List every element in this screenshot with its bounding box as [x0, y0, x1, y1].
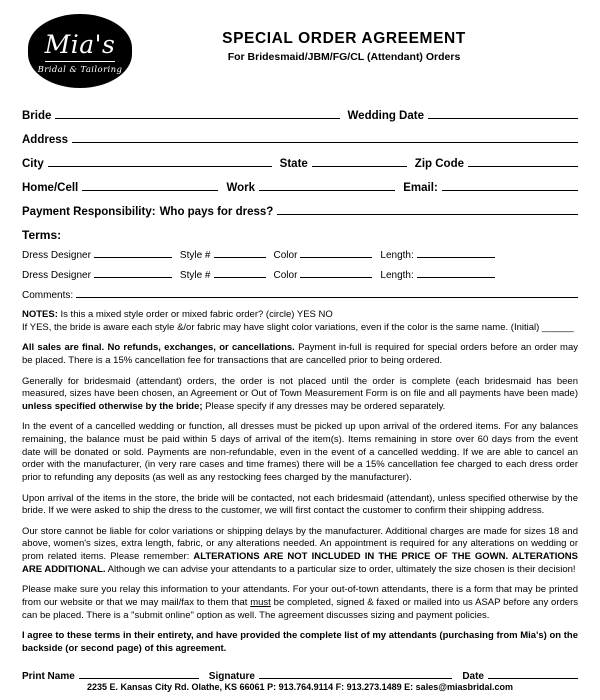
label-print-name: Print Name	[22, 671, 75, 683]
input-comments[interactable]	[76, 286, 578, 298]
store-liability-bold: ALTERATIONS ARE NOT INCLUDED IN THE PRICE OF THE GOWN. ALTERATIONS ARE ADDITIONAL.	[22, 551, 578, 575]
paragraph-generally	[22, 376, 578, 414]
input-dress-designer-2[interactable]	[94, 266, 172, 278]
label-email: Email:	[403, 182, 438, 194]
label-payment-responsibility: Payment Responsibility:	[22, 206, 156, 218]
page-subtitle: For Bridesmaid/JBM/FG/CL (Attendant) Orders	[227, 51, 461, 63]
label-style-1: Style #	[179, 250, 211, 261]
paragraph-store-liability	[22, 526, 578, 577]
input-color-2[interactable]	[300, 266, 372, 278]
label-home-cell: Home/Cell	[22, 182, 79, 194]
label-dress-designer-2: Dress Designer	[22, 270, 91, 281]
terms-row-comments	[22, 286, 578, 301]
input-color-1[interactable]	[300, 246, 372, 258]
footer-contact-info: 2235 E. Kansas City Rd. Olathe, KS 66061 P: 913.764.9114 F: 913.273.1489 E: sales@miasbridal.com	[86, 682, 513, 692]
label-address: Address	[22, 134, 69, 146]
input-style-2[interactable]	[214, 266, 266, 278]
notes-question: Is this a mixed style order or mixed fabric order? (circle) YES NO	[60, 309, 333, 320]
label-work: Work	[226, 182, 256, 194]
notes-label: NOTES:	[22, 309, 58, 320]
row-payment-responsibility	[22, 202, 578, 218]
input-dress-designer-1[interactable]	[94, 246, 172, 258]
label-date: Date	[462, 671, 484, 683]
form-fields	[22, 106, 578, 218]
relay-start: Please make sure you relay this information to your attendants. For your out-of-town attendants, there is a form that may be printed from our website or that we may mail/fax to them that	[22, 584, 578, 608]
generally-bold: unless specified otherwise by the bride;	[22, 400, 203, 412]
paragraph-upon-arrival: Upon arrival of the items in the store, the bride will be contacted, not each bridesmaid (attendant), unless specified otherwise by the bride. If we were asked to ship the dress to the customer, we will first contact the customer to confirm their shipping address.	[22, 492, 578, 517]
input-home-cell[interactable]	[82, 178, 218, 191]
final-sales-bold: All sales are final. No refunds, exchanges, or cancellations.	[22, 342, 295, 354]
input-zip[interactable]	[468, 154, 578, 167]
paragraph-agreement: I agree to these terms in their entirety, and have provided the complete list of my attendants (purchasing from Mia's) on the backside (or second page) of this agreement.	[22, 630, 578, 654]
row-address	[22, 130, 578, 146]
logo-tagline: Bridal & Tailoring	[37, 64, 123, 75]
label-city: City	[22, 158, 44, 170]
label-wedding-date: Wedding Date	[347, 110, 424, 122]
input-signature[interactable]	[259, 667, 452, 679]
label-color-2: Color	[273, 270, 298, 281]
notes-line-2: If YES, the bride is aware each style &/or fabric may have slight color variations, even if the color is the same name. (Initial) ______	[22, 321, 574, 333]
label-bride: Bride	[22, 110, 52, 122]
relay-underline: must	[250, 596, 271, 608]
input-work[interactable]	[259, 178, 395, 191]
label-signature: Signature	[208, 671, 255, 683]
input-date[interactable]	[488, 667, 578, 679]
generally-end: Please specify if any dresses may be ordered separately.	[202, 400, 446, 412]
label-length-1: Length:	[380, 250, 414, 261]
notes-paragraph	[22, 309, 578, 334]
label-length-2: Length:	[380, 270, 414, 281]
logo-divider	[45, 61, 115, 62]
input-style-1[interactable]	[214, 246, 266, 258]
terms-row-2	[22, 266, 578, 281]
document-header	[22, 14, 578, 92]
store-liability-end: Although we can advise your attendants to a particular size to order, ultimately the size chosen is their decision!	[105, 563, 576, 575]
row-phone-work-email	[22, 178, 578, 194]
label-style-2: Style #	[179, 270, 211, 281]
label-payment-question: Who pays for dress?	[159, 206, 274, 218]
signature-row	[22, 667, 578, 682]
label-dress-designer-1: Dress Designer	[22, 250, 91, 261]
label-zip: Zip Code	[414, 158, 464, 170]
store-liability-start: Our store cannot be liable for color variations or shipping delays by the manufacturer. Additional charges are made for sizes 18 and above, women's sizes, extra length, fabric, or any alterations needed. An appointment is required for any alterations on wedding or prom related items. Please remember:	[22, 525, 578, 562]
final-sales-rest: Payment in-full is required for special orders before an order may be placed. There is a 15% cancellation fee for transactions that are cancelled prior to being ordered.	[22, 342, 579, 366]
logo	[22, 14, 140, 92]
input-state[interactable]	[312, 154, 407, 167]
row-bride-wedding-date	[22, 106, 578, 122]
terms-heading: Terms:	[22, 228, 62, 242]
page-title: SPECIAL ORDER AGREEMENT	[222, 30, 466, 47]
input-payment-responsibility[interactable]	[277, 202, 578, 215]
terms-row-1	[22, 246, 578, 261]
label-comments: Comments:	[22, 290, 74, 301]
input-bride[interactable]	[55, 106, 339, 119]
input-wedding-date[interactable]	[428, 106, 578, 119]
label-state: State	[279, 158, 308, 170]
paragraph-relay-information	[22, 584, 578, 622]
logo-badge	[28, 14, 132, 88]
input-city[interactable]	[48, 154, 272, 167]
input-print-name[interactable]	[79, 667, 199, 679]
logo-brand-name: Mia's	[44, 29, 116, 59]
row-city-state-zip	[22, 154, 578, 170]
input-address[interactable]	[72, 130, 578, 143]
paragraph-cancelled-wedding: In the event of a cancelled wedding or function, all dresses must be picked up upon arrival of the ordered items. For any balances remaining, the balance must be paid within 5 days of arrival of the item(s). Items remaining in store over 60 days from the event date will be donated or sold. Payments are non-refundable, even in the event of a cancelled wedding. If we are able to cancel an order with the manufacturer, (in very rare cases and time frames) there will be a 15% cancellation fee charged to each dress order prior to refunding any deposits (as well as any restocking fees charged by the manufacturer).	[22, 421, 578, 483]
label-color-1: Color	[273, 250, 298, 261]
input-length-2[interactable]	[417, 266, 495, 278]
title-block	[140, 14, 578, 63]
paragraph-final-sales	[22, 342, 578, 367]
input-email[interactable]	[442, 178, 578, 191]
relay-end: be completed, signed & faxed or mailed into us ASAP before any orders can be placed. There is a "submit online" option as well. The agreement discusses sizing and payment policies.	[22, 596, 578, 621]
generally-start: Generally for bridesmaid (attendant) orders, the order is not placed until the order is complete (each bridesmaid has been measured, sizes have been chosen, an Agreement or Out of Town Measurement Form is on file and all payments have been made)	[22, 375, 578, 400]
input-length-1[interactable]	[417, 246, 495, 258]
